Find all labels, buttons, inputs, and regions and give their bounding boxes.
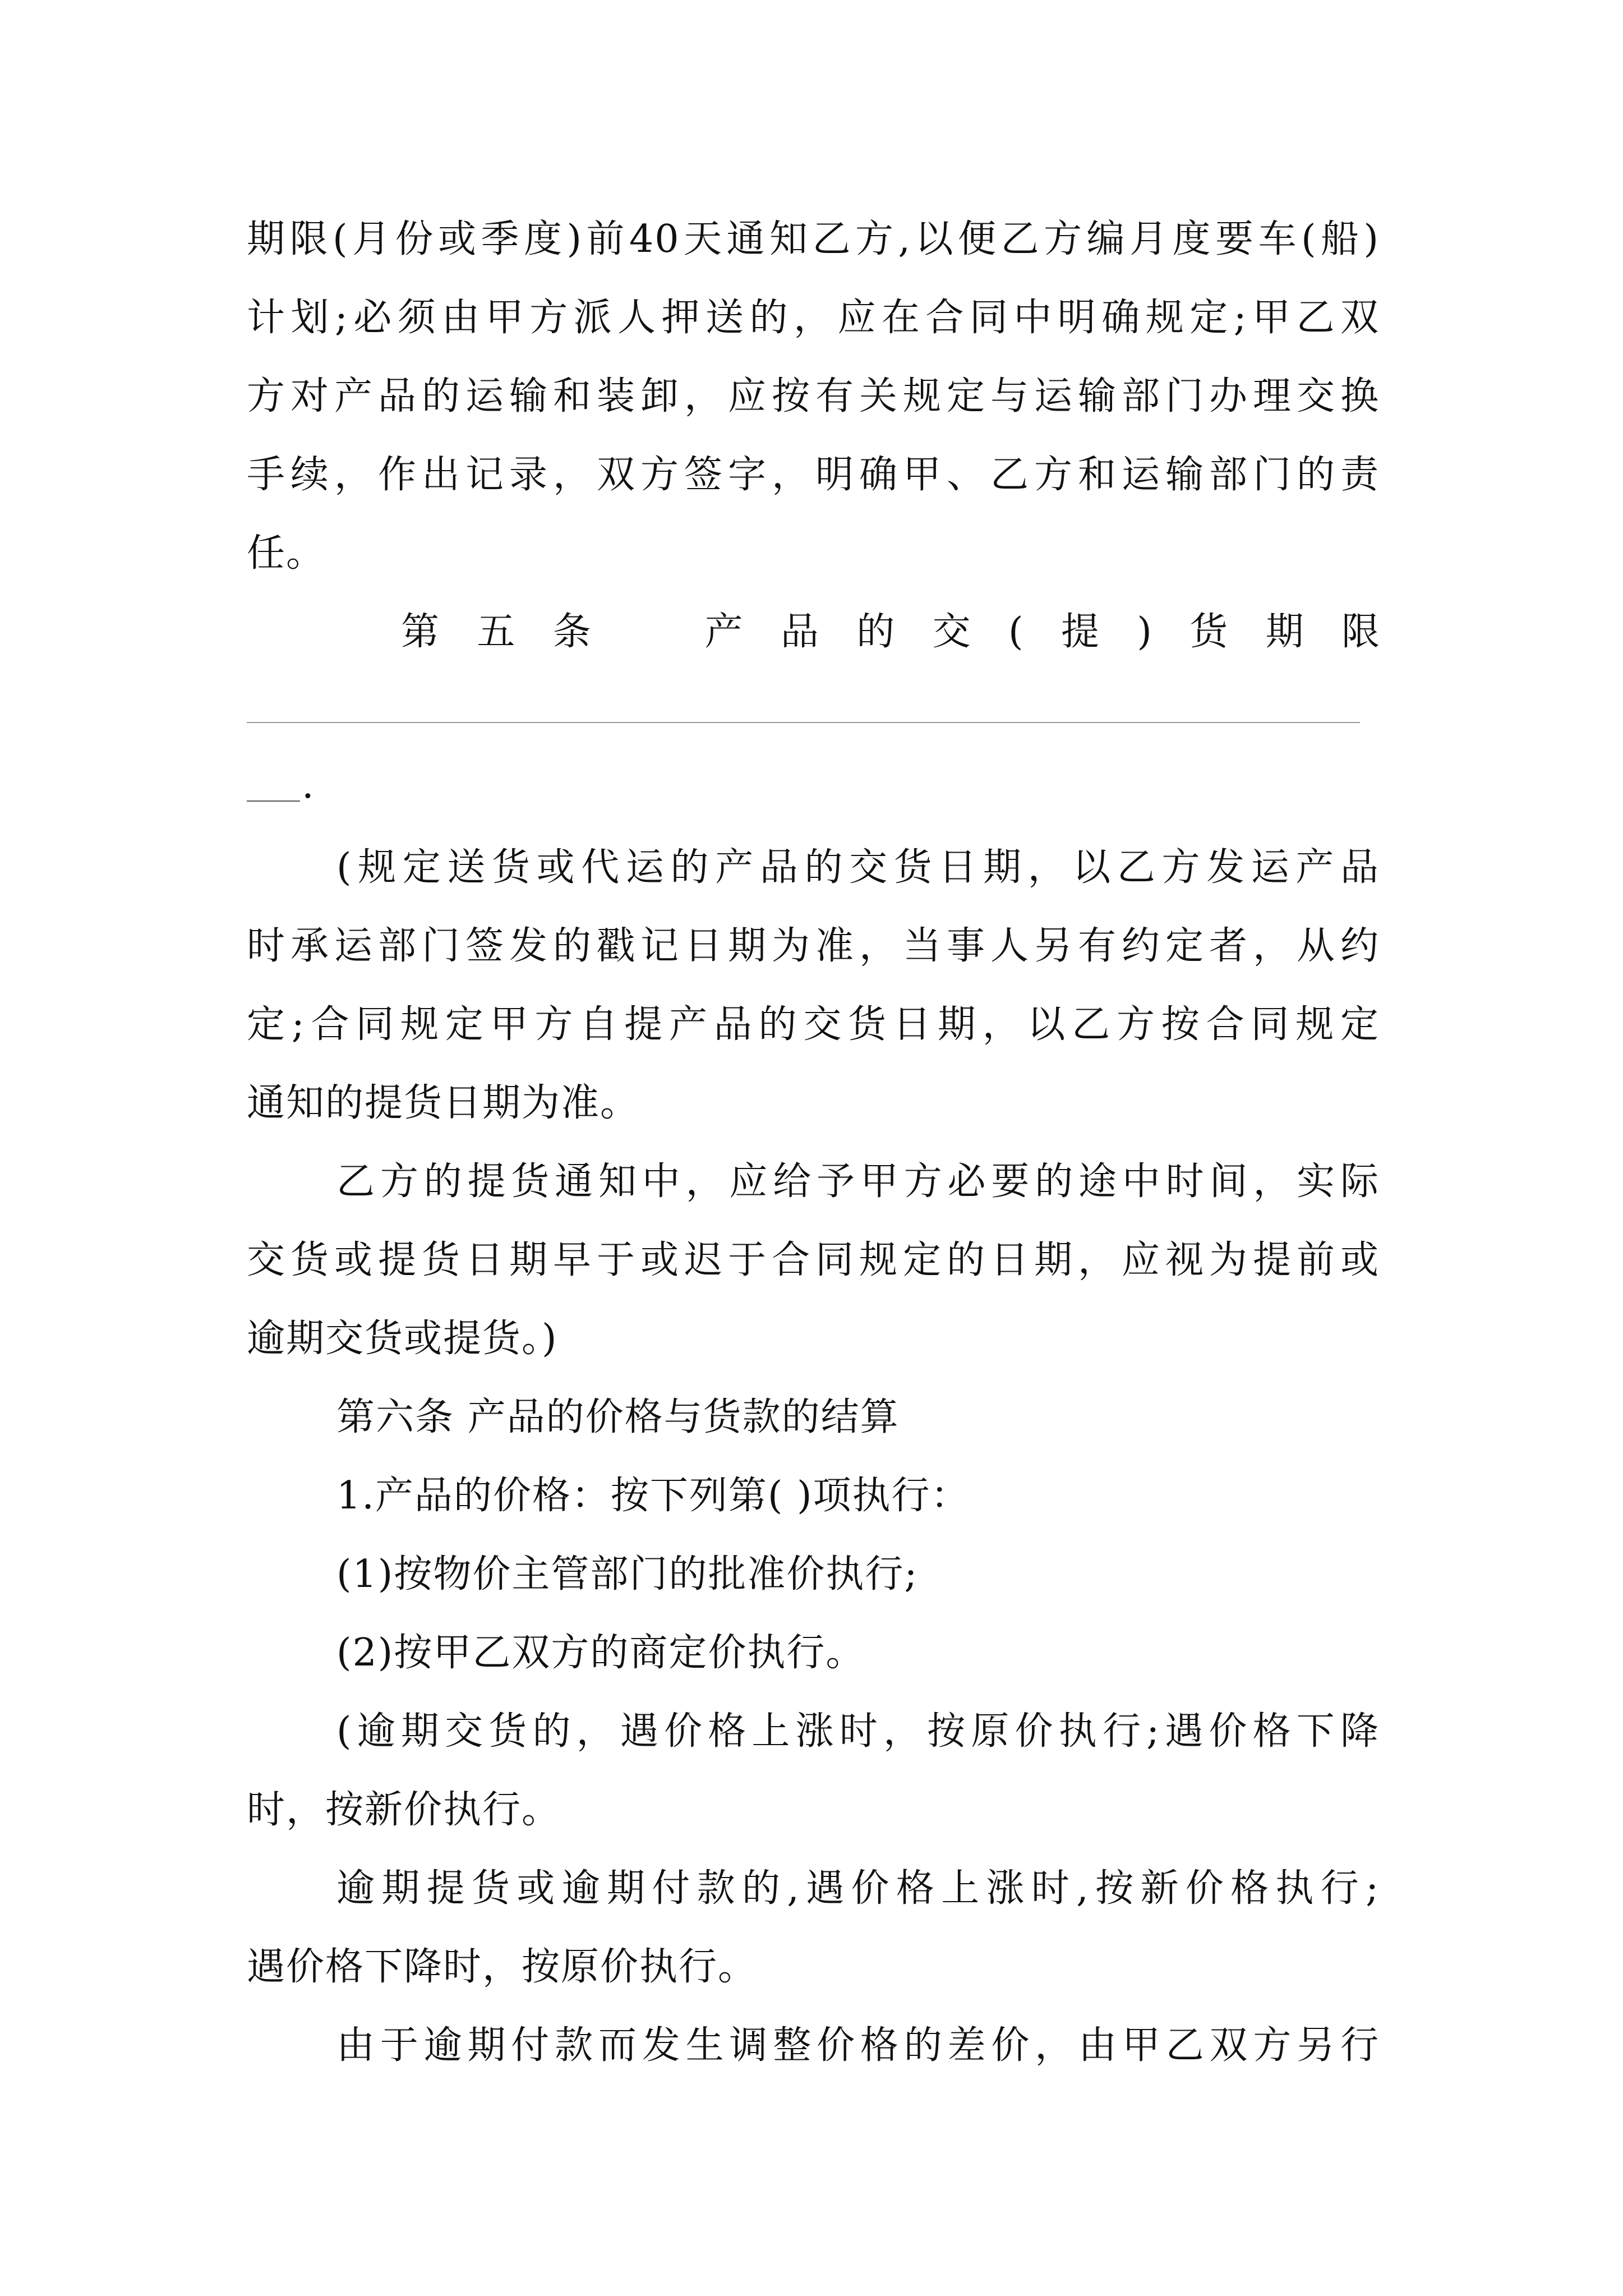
text-line: 定;合同规定甲方自提产品的交货日期，以乙方按合同规定	[247, 1002, 1380, 1047]
text-line: 逾期提货或逾期付款的,遇价格上涨时,按新价格执行;	[336, 1866, 1380, 1911]
text-line: 任。	[247, 531, 326, 576]
article-6-heading: 第六条 产品的价格与货款的结算	[336, 1395, 900, 1439]
price-intro: 1.产品的价格：按下列第( )项执行：	[336, 1474, 970, 1518]
text-line: 手续，作出记录，双方签字，明确甲、乙方和运输部门的责	[247, 453, 1380, 497]
price-option-1: (1)按物价主管部门的批准价执行;	[336, 1552, 919, 1596]
text-line: 遇价格下降时，按原价执行。	[247, 1945, 758, 1989]
text-line: 时承运部门签发的戳记日期为准，当事人另有约定者，从约	[247, 924, 1380, 968]
text-line: 时，按新价执行。	[247, 1788, 561, 1832]
text-line: 期限(月份或季度)前40天通知乙方,以便乙方编月度要车(船)	[247, 217, 1380, 261]
text-line: 逾期交货或提货。)	[247, 1317, 558, 1361]
fill-in-blank-line-end	[247, 800, 300, 802]
fill-in-blank-line	[247, 722, 1360, 723]
price-option-2: (2)按甲乙双方的商定价执行。	[336, 1631, 865, 1675]
text-line: 由于逾期付款而发生调整价格的差价，由甲乙双方另行	[336, 2023, 1380, 2068]
text-line: 方对产品的运输和装卸，应按有关规定与运输部门办理交换	[247, 374, 1380, 418]
blank-terminator: .	[302, 763, 314, 807]
text-line: (规定送货或代运的产品的交货日期，以乙方发运产品	[336, 845, 1380, 890]
article-5-heading: 第五条 产品的交(提)货期限	[401, 610, 1380, 654]
text-line: 乙方的提货通知中，应给予甲方必要的途中时间，实际	[336, 1159, 1380, 1204]
text-line: (逾期交货的，遇价格上涨时，按原价执行;遇价格下降	[336, 1709, 1380, 1754]
text-line: 通知的提货日期为准。	[247, 1081, 640, 1125]
text-line: 交货或提货日期早于或迟于合同规定的日期，应视为提前或	[247, 1238, 1380, 1282]
text-line: 计划;必须由甲方派人押送的，应在合同中明确规定;甲乙双	[247, 296, 1380, 340]
